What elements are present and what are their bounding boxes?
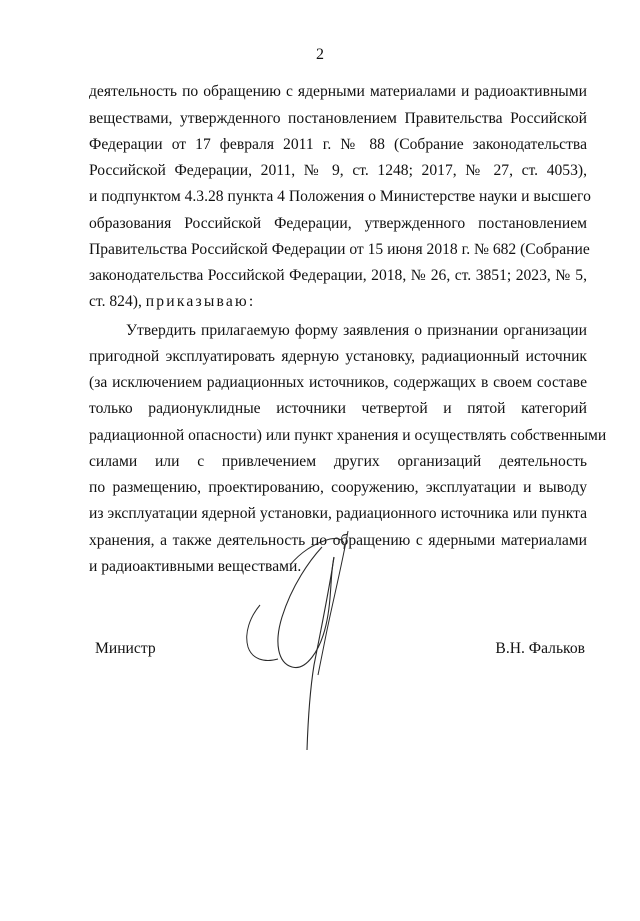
signature-name: В.Н. Фальков (495, 640, 585, 657)
paragraph1-line: законодательства Российской Федерации, 2018, № 26, ст. 3851; 2023, № 5, (89, 267, 587, 284)
signature-title: Министр (95, 640, 156, 657)
order-word: приказываю: (145, 293, 256, 310)
paragraph2-line: радиационной опасности) или пункт хранения и осуществлять собственными (89, 427, 607, 444)
paragraph2-line: хранения, а также деятельность по обращению с ядерными материалами (89, 532, 587, 549)
paragraph2-line: силами или с привлечением других организаций деятельность (89, 453, 587, 470)
paragraph1-line: и подпунктом 4.3.28 пункта 4 Положения о Министерстве науки и высшего (89, 188, 591, 205)
paragraph1-last-prefix: ст. 824), (89, 293, 142, 310)
paragraph2-line: из эксплуатации ядерной установки, радиационного источника или пункта (89, 505, 587, 522)
paragraph2-line: пригодной эксплуатировать ядерную установку, радиационный источник (89, 348, 587, 365)
paragraph2-line: Утвердить прилагаемую форму заявления о признании организации (126, 322, 587, 339)
paragraph1-line: Правительства Российской Федерации от 15 июня 2018 г. № 682 (Собрание (89, 241, 590, 258)
signature-stroke (307, 557, 334, 750)
paragraph2-line: только радионуклидные источники четвертой и пятой категорий (89, 400, 587, 417)
paragraph1-line: веществами, утвержденного постановлением Правительства Российской (89, 110, 587, 127)
handwritten-signature (230, 525, 390, 755)
signature-stroke (247, 605, 278, 661)
paragraph2-line: (за исключением радиационных источников, содержащих в своем составе (89, 374, 587, 391)
paragraph1-line: Российской Федерации, 2011, № 9, ст. 1248; 2017, № 27, ст. 4053), (89, 162, 587, 179)
paragraph1-line: деятельность по обращению с ядерными материалами и радиоактивными (89, 83, 587, 100)
signature-stroke (318, 531, 348, 675)
page-number: 2 (316, 46, 324, 63)
paragraph1-line: образования Российской Федерации, утвержденного постановлением (89, 215, 587, 232)
paragraph1-line: Федерации от 17 февраля 2011 г. № 88 (Собрание законодательства (89, 136, 587, 153)
paragraph1-last-line (89, 292, 587, 312)
paragraph2-line: по размещению, проектированию, сооружению, эксплуатации и выводу (89, 479, 587, 496)
paragraph2-line: и радиоактивными веществами. (89, 558, 302, 575)
